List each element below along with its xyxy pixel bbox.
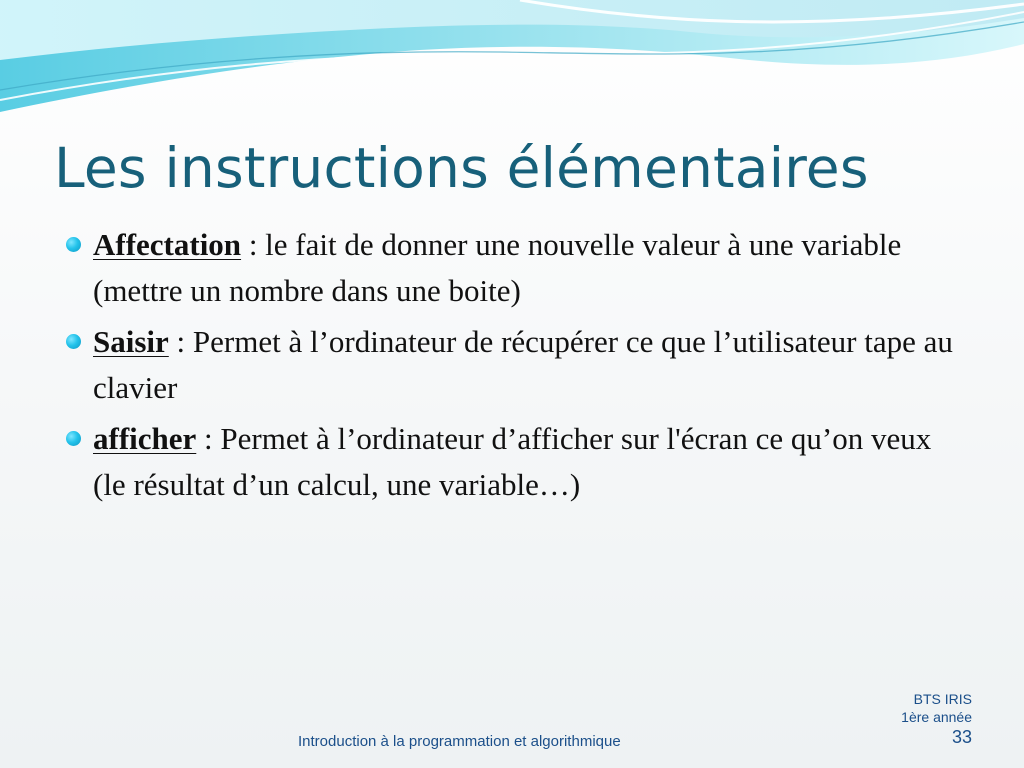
bullet-item-affectation (66, 222, 966, 314)
slide-number: 33 (951, 727, 972, 747)
bullet-term-saisir: Saisir (93, 324, 169, 359)
bullet-item-saisir (66, 319, 966, 411)
footer-year: 1ère année (901, 709, 972, 725)
footer-meta (901, 690, 972, 748)
bullet-text-afficher: : Permet à l’ordinateur d’afficher sur l'écran ce qu’on veux (le résultat d’un calcul, une variable…) (93, 421, 932, 502)
bullet-dot-icon (66, 237, 81, 252)
header-wave-decoration (0, 0, 1024, 120)
bullet-term-afficher: afficher (93, 421, 197, 456)
bullet-text-saisir: : Permet à l’ordinateur de récupérer ce que l’utilisateur tape au clavier (93, 324, 953, 405)
bullet-dot-icon (66, 334, 81, 349)
bullet-text-affectation: : le fait de donner une nouvelle valeur à une variable (mettre un nombre dans une boite) (93, 227, 902, 308)
footer-course-title: Introduction à la programmation et algorithmique (298, 733, 621, 750)
bullet-list (66, 222, 966, 513)
bullet-term-affectation: Affectation (93, 227, 242, 262)
bullet-item-afficher (66, 416, 966, 508)
footer-program: BTS IRIS (913, 691, 972, 707)
slide-title: Les instructions élémentaires (54, 136, 869, 200)
bullet-dot-icon (66, 431, 81, 446)
